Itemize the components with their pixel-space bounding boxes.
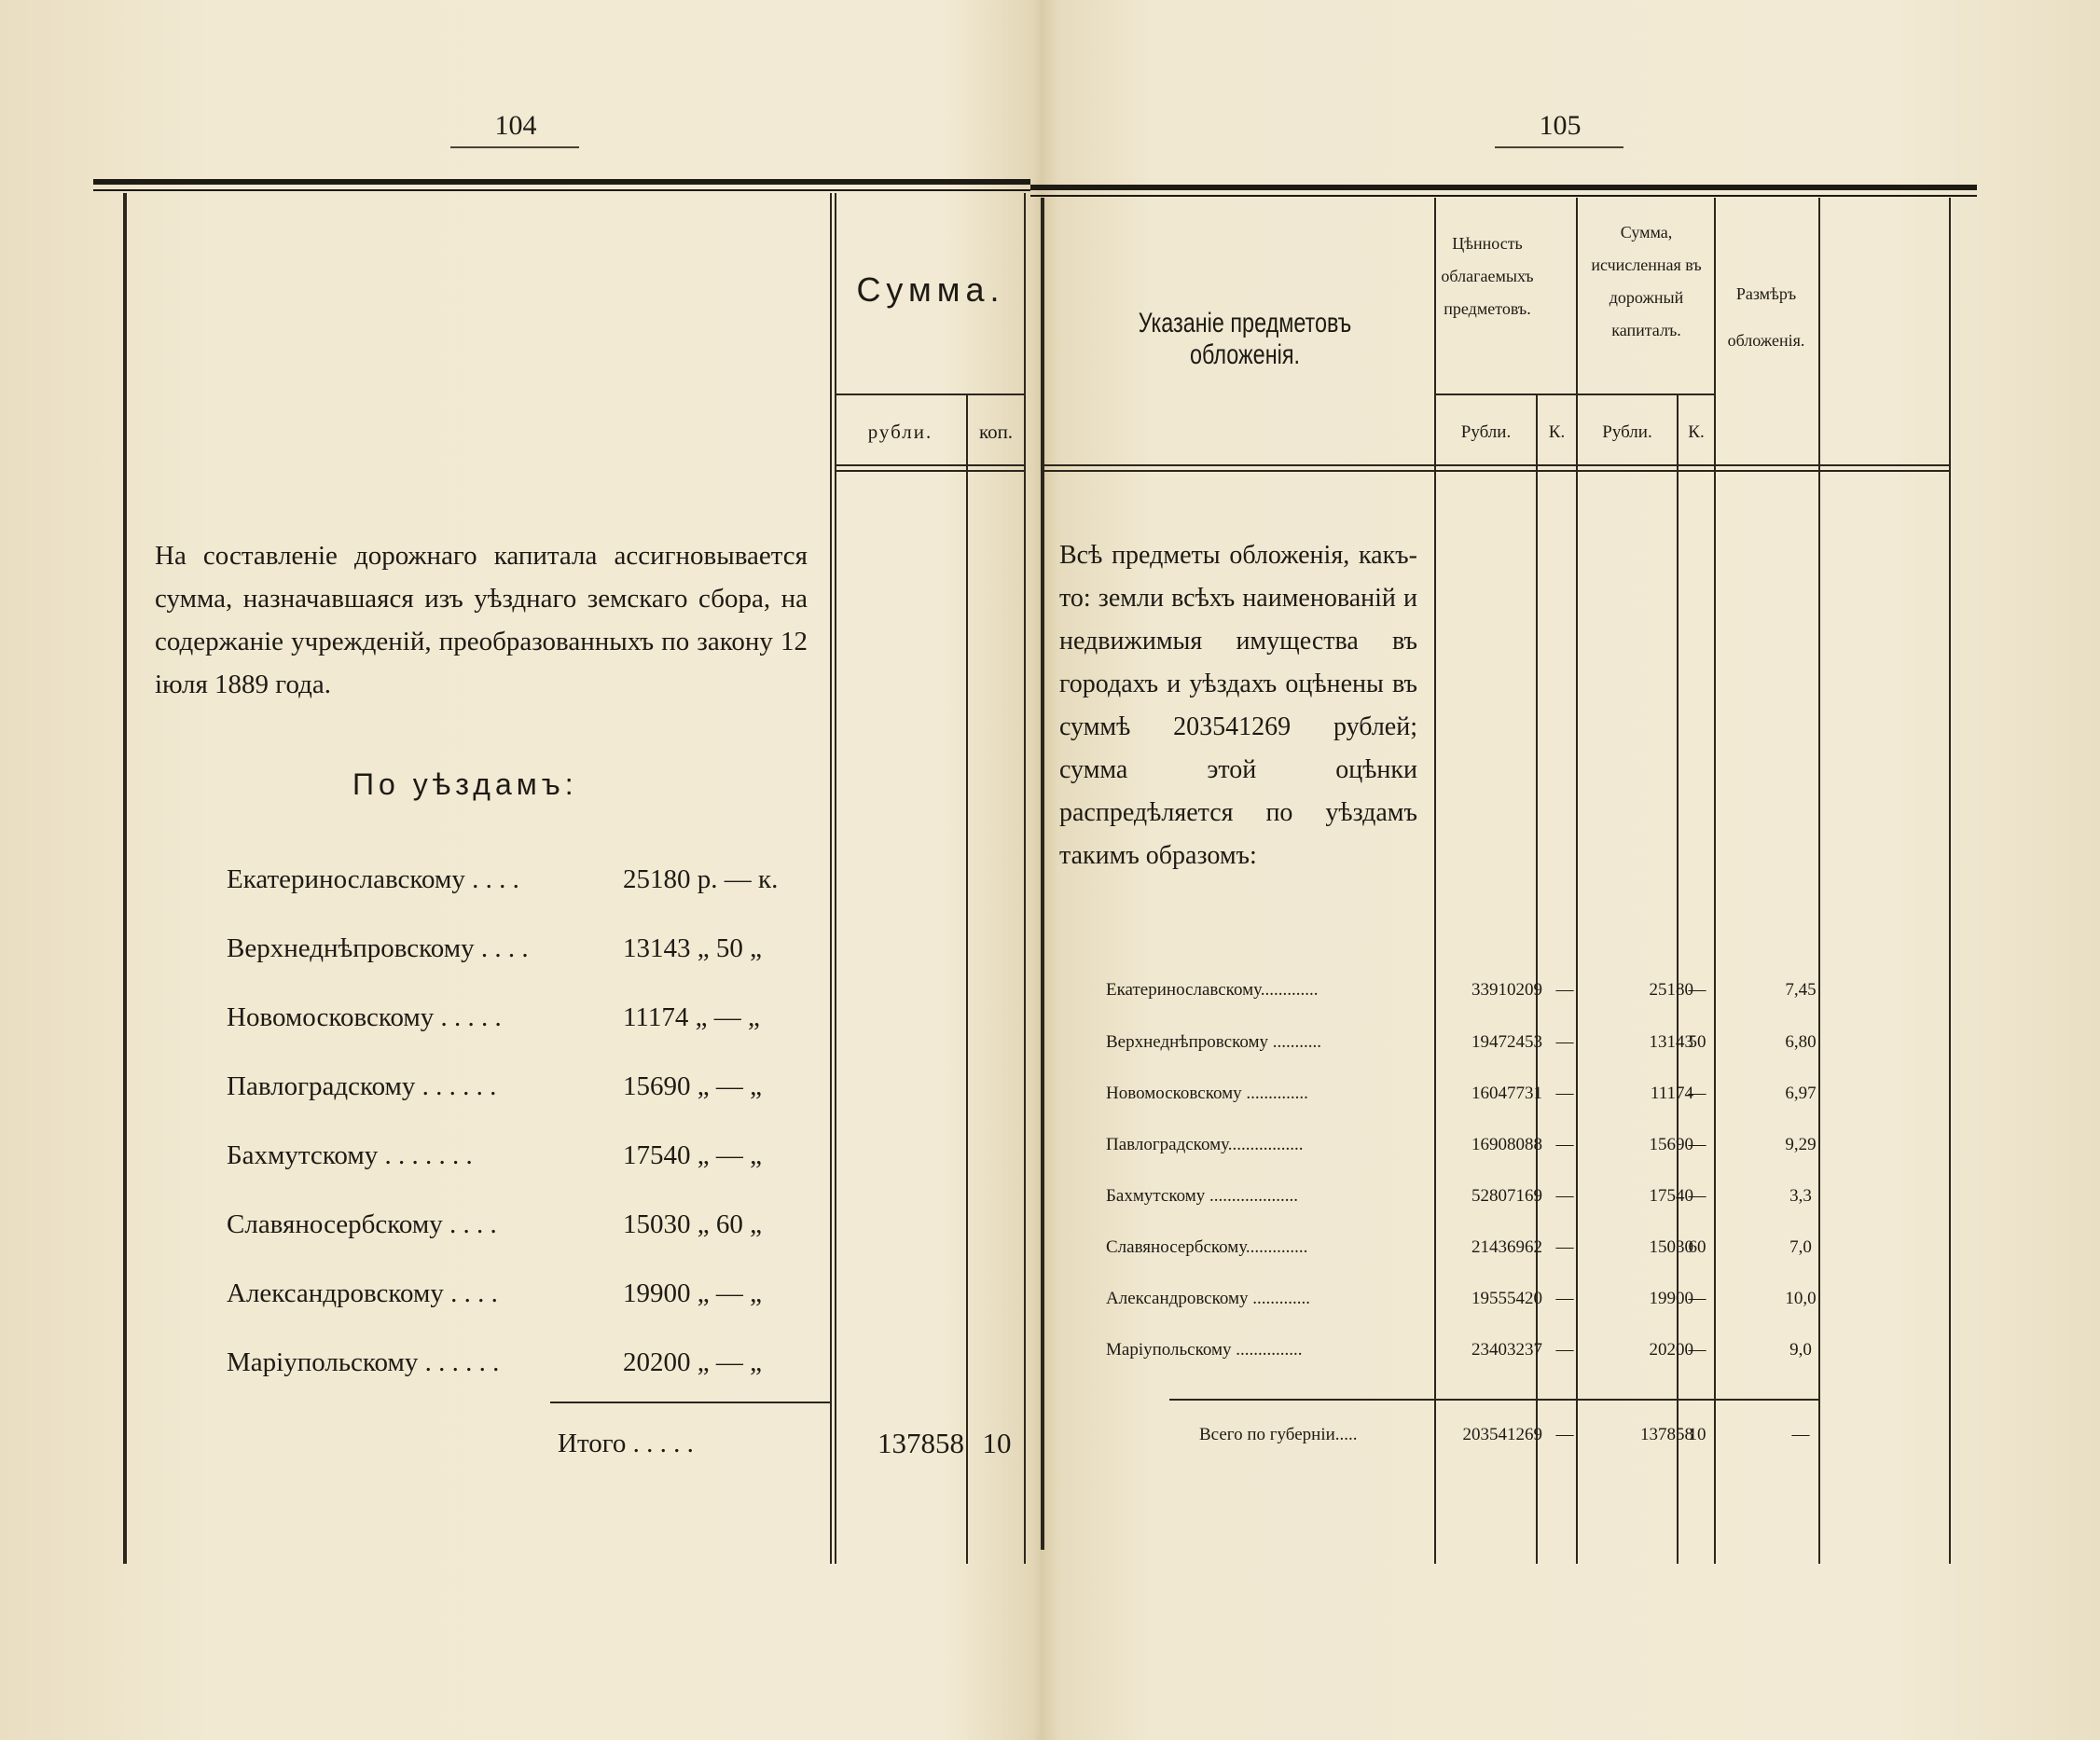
header-divider [835,394,1024,395]
table-cell-district: Верхнеднѣпровскому ........... [1106,1032,1321,1052]
table-cell-sum: 25180 [1649,980,1693,1000]
column-divider [966,394,968,1564]
subheader-kopecks: коп. [978,421,1014,443]
table-cell-k: — [1688,1186,1706,1206]
total-rule-right [1169,1399,1818,1401]
table-cell-sum: 19900 [1649,1289,1693,1308]
total-k: 10 [1688,1425,1706,1444]
total-rate: — [1791,1425,1810,1444]
table-row [1106,980,1852,1008]
page-number-right: 105 [1539,110,1582,141]
table-cell-k: — [1555,1084,1574,1103]
district-name: Верхнеднѣпровскому . . . . [227,933,529,963]
total-rule [550,1402,830,1403]
intro-paragraph-left: На составленіе дорожнаго капитала ассигновывается сумма, назначавшаяся изъ уѣзднаго земскаго сбора, на содержаніе учрежденій, преобразованныхъ по закону 12 іюля 1889 года. [155,541,808,699]
header-bottom-rule [1044,470,1949,472]
page-number-underline [450,146,579,148]
total-value: 203541269 [1462,1425,1542,1444]
header-bottom-rule [835,470,1024,472]
top-rule-right-thin [1030,195,1977,197]
header-bottom-rule [835,464,1024,466]
table-cell-sum: 15690 [1649,1135,1693,1154]
column-divider [1677,394,1679,1564]
subheader-sum-rubles: Рубли. [1602,422,1652,442]
list-item [227,1002,805,1040]
subheader-sum-k: К. [1688,422,1705,442]
table-cell-k: — [1555,1340,1574,1360]
table-cell-rate: 6,97 [1785,1084,1817,1103]
table-cell-value: 23403237 [1471,1340,1542,1360]
table-cell-sum: 11174 [1650,1084,1693,1103]
table-cell-k: — [1555,1289,1574,1308]
table-cell-k: — [1555,1186,1574,1206]
district-amount: 17540 „ — „ [623,1140,762,1170]
table-cell-sum: 15030 [1649,1237,1693,1257]
table-cell-district: Маріупольскому ............... [1106,1340,1303,1360]
subheader-rubles: рубли. [867,421,933,443]
header-value: Цѣнность облагаемыхъ предметовъ. [1441,234,1534,318]
column-divider [1041,198,1044,1550]
table-cell-rate: 7,0 [1789,1237,1812,1257]
column-title-summa: Сумма. [856,270,1005,309]
table-cell-k: — [1555,1237,1574,1257]
top-rule-left-thin [93,189,1030,191]
table-cell-k: — [1555,1135,1574,1154]
list-item [227,1071,805,1109]
district-amount: 15690 „ — „ [623,1071,762,1101]
header-bottom-rule [1044,464,1949,466]
list-item [227,933,805,971]
right-border [1949,198,1951,1564]
list-item [227,1140,805,1178]
table-cell-value: 19555420 [1471,1289,1542,1308]
table-cell-value: 19472453 [1471,1032,1542,1052]
table-cell-k: 60 [1688,1237,1706,1257]
table-cell-k: — [1555,980,1574,1000]
intro-paragraph-right: Всѣ предметы обложенія, какъ-то: земли всѣхъ наименованій и недвижимыя имущества въ городахъ и уѣздахъ оцѣнены въ суммѣ 203541269 рублей; сумма этой оцѣнки распредѣляется по уѣздамъ такимъ образомъ: [1059,541,1417,870]
table-cell-k: — [1688,1340,1706,1360]
column-divider [1024,193,1026,1564]
table-cell-k: — [1688,1084,1706,1103]
table-cell-district: Павлоградскому................. [1106,1135,1304,1154]
table-cell-sum: 13143 [1649,1032,1693,1052]
left-border [123,193,127,1564]
by-districts-heading: По уѣздамъ: [352,767,578,801]
table-cell-k: — [1555,1032,1574,1052]
top-rule-right [1030,185,1977,190]
list-item [227,1347,805,1385]
header-subject: Указаніе предметовъ обложенія. [1138,308,1352,370]
table-cell-rate: 6,80 [1785,1032,1817,1052]
table-cell-k: — [1688,980,1706,1000]
subheader-value-k: К. [1548,422,1566,442]
total-k: — [1555,1425,1574,1444]
column-divider [1536,394,1538,1564]
table-row [1106,1186,1852,1214]
district-name: Александровскому . . . . [227,1278,498,1308]
total-label-right: Всего по губерніи..... [1199,1425,1358,1444]
table-cell-rate: 10,0 [1785,1289,1817,1308]
page-number-underline [1495,146,1623,148]
column-divider [830,193,832,1564]
table-cell-district: Александровскому ............. [1106,1289,1311,1308]
total-kopecks: 10 [982,1427,1012,1459]
table-row [1106,1340,1852,1368]
total-sum: 137858 [1640,1425,1693,1444]
table-row [1106,1032,1852,1060]
list-item [227,1209,805,1247]
header-divider [1436,394,1714,395]
table-cell-value: 52807169 [1471,1186,1542,1206]
table-row [1106,1084,1852,1112]
table-cell-district: Славяносербскому.............. [1106,1237,1308,1257]
table-row [1106,1135,1852,1163]
table-cell-value: 16908088 [1471,1135,1542,1154]
table-cell-sum: 20200 [1649,1340,1693,1360]
district-amount: 15030 „ 60 „ [623,1209,762,1239]
district-name: Бахмутскому . . . . . . . [227,1140,473,1170]
table-cell-value: 33910209 [1471,980,1542,1000]
table-row [1106,1237,1852,1265]
total-rubles: 137858 [877,1427,964,1459]
district-name: Славяносербскому . . . . [227,1209,497,1239]
header-rate: Размѣръ обложенія. [1727,284,1805,350]
table-cell-rate: 9,0 [1789,1340,1812,1360]
top-rule-left [93,179,1030,185]
table-cell-rate: 7,45 [1785,980,1817,1000]
district-name: Новомосковскому . . . . . [227,1002,502,1032]
table-cell-k: — [1688,1135,1706,1154]
column-divider [835,193,836,1564]
district-amount: 20200 „ — „ [623,1347,762,1377]
list-item [227,1278,805,1316]
table-cell-value: 16047731 [1471,1084,1542,1103]
district-name: Екатеринославскому . . . . [227,864,519,894]
list-item [227,864,805,902]
total-label: Итого . . . . . [558,1429,694,1458]
table-cell-district: Бахмутскому .................... [1106,1186,1299,1206]
district-amount: 19900 „ — „ [623,1278,762,1308]
table-cell-district: Екатеринославскому............. [1106,980,1319,1000]
table-cell-value: 21436962 [1471,1237,1542,1257]
header-sum: Сумма, исчисленная въ дорожный капиталъ. [1591,223,1702,339]
table-cell-k: — [1688,1289,1706,1308]
table-cell-k: 50 [1688,1032,1706,1052]
subheader-value-rubles: Рубли. [1460,422,1512,442]
table-cell-district: Новомосковскому .............. [1106,1084,1308,1103]
district-amount: 13143 „ 50 „ [623,933,762,963]
table-row-total [1106,1425,1852,1453]
table-cell-sum: 17540 [1649,1186,1693,1206]
district-amount: 25180 р. — к. [623,864,779,894]
district-name: Павлоградскому . . . . . . [227,1071,497,1101]
table-row [1106,1289,1852,1317]
page-number-left: 104 [494,110,537,141]
table-cell-rate: 3,3 [1789,1186,1812,1206]
district-name: Маріупольскому . . . . . . [227,1347,500,1377]
district-amount: 11174 „ — „ [623,1002,760,1032]
table-cell-rate: 9,29 [1785,1135,1817,1154]
